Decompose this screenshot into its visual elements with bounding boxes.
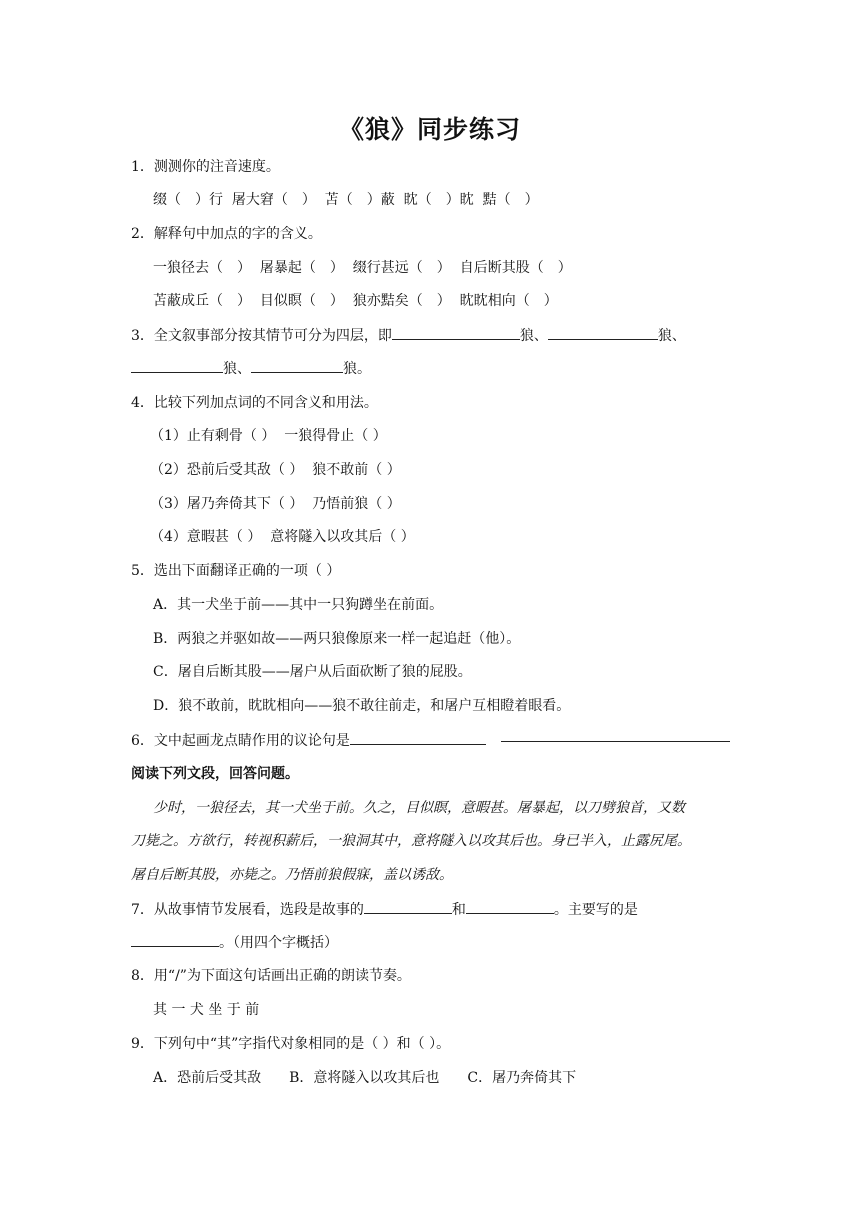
answer-underline[interactable] [501,741,730,742]
passage-line-1: 少时，一狼径去，其一犬坐于前。久之，目似瞑，意暇甚。屠暴起，以刀劈狼首，又数 [153,800,685,816]
question-6-text: 6．文中起画龙点睛作用的议论句是 [131,733,350,749]
passage-line-3: 屠自后断其股，亦毙之。乃悟前狼假寐，盖以诱敌。 [131,867,453,883]
question-3-text-e: 狼。 [343,361,371,377]
question-9-options: A．恐前后受其敌 B．意将隧入以攻其后也 C．屠乃奔倚其下 [153,1070,577,1086]
question-3-text-a: 3．全文叙事部分按其情节可分为四层，即 [131,328,392,344]
question-4-stem: 4．比较下列加点词的不同含义和用法。 [131,395,378,411]
question-4-item: （2）恐前后受其敌（ ） 狼不敢前（ ） [150,462,401,478]
question-2-items-line1: 一狼径去（ ） 屠暴起（ ） 缀行甚远（ ） 自后断其股（ ） [153,260,572,276]
question-2-stem: 2．解释句中加点的字的含义。 [131,226,322,242]
page-title: 《狼》同步练习 [338,115,521,144]
question-7-text-d: 。（用四个字概括） [219,935,338,951]
question-3-line1 [131,325,686,346]
question-1-stem: 1．测测你的注音速度。 [131,159,280,175]
question-7-line1 [131,899,638,920]
question-2-items-line2: 苫蔽成丘（ ） 目似瞑（ ） 狼亦黠矣（ ） 眈眈相向（ ） [153,293,558,309]
answer-blank[interactable] [131,932,219,947]
reading-heading: 阅读下列文段，回答问题。 [131,766,299,782]
question-5-option-b: B．两狼之并驱如故——两只狼像原来一样一起追赶（他）。 [153,631,521,647]
question-4-item: （3）屠乃奔倚其下（ ） 乃悟前狼（ ） [150,496,401,512]
answer-blank[interactable] [548,325,658,340]
question-7-text-c: 。主要写的是 [553,902,638,918]
question-6-stem [131,730,486,751]
question-9-stem: 9．下列句中“其”字指代对象相同的是（ ）和（ ）。 [131,1036,451,1052]
question-5-option-d: D．狼不敢前，眈眈相向——狼不敢往前走，和屠户互相瞪着眼看。 [153,698,571,714]
question-7-text-b: 和 [451,902,466,918]
answer-blank[interactable] [131,358,223,373]
question-7-text-a: 7．从故事情节发展看，选段是故事的 [131,902,364,918]
question-4-item: （4）意暇甚（ ） 意将隧入以攻其后（ ） [150,529,415,545]
question-4-item: （1）止有剩骨（ ） 一狼得骨止（ ） [150,428,387,444]
question-5-stem: 5．选出下面翻译正确的一项（ ） [131,563,341,579]
question-3-line2 [131,358,371,379]
question-8-stem: 8．用“/”为下面这句话画出正确的朗读节奏。 [131,968,411,984]
question-3-text-d: 狼、 [223,361,251,377]
question-3-text-b: 狼、 [519,328,548,344]
answer-blank[interactable] [350,730,486,745]
answer-blank[interactable] [364,899,452,914]
question-3-text-c: 狼、 [657,328,686,344]
passage-line-2: 刀毙之。方欲行，转视积薪后，一狼洞其中，意将隧入以攻其后也。身已半入，止露尻尾。 [131,833,691,849]
question-7-line2 [131,932,338,953]
answer-blank[interactable] [466,899,554,914]
answer-blank[interactable] [251,358,343,373]
question-8-sentence: 其 一 犬 坐 于 前 [153,1002,260,1018]
question-5-option-c: C．屠自后断其股——屠户从后面砍断了狼的屁股。 [153,664,472,680]
question-5-option-a: A．其一犬坐于前——其中一只狗蹲坐在前面。 [153,597,444,613]
answer-blank[interactable] [392,325,520,340]
question-1-items: 缀（ ）行 屠大窘（ ） 苫（ ）蔽 眈（ ）眈 黠（ ） [153,192,539,208]
